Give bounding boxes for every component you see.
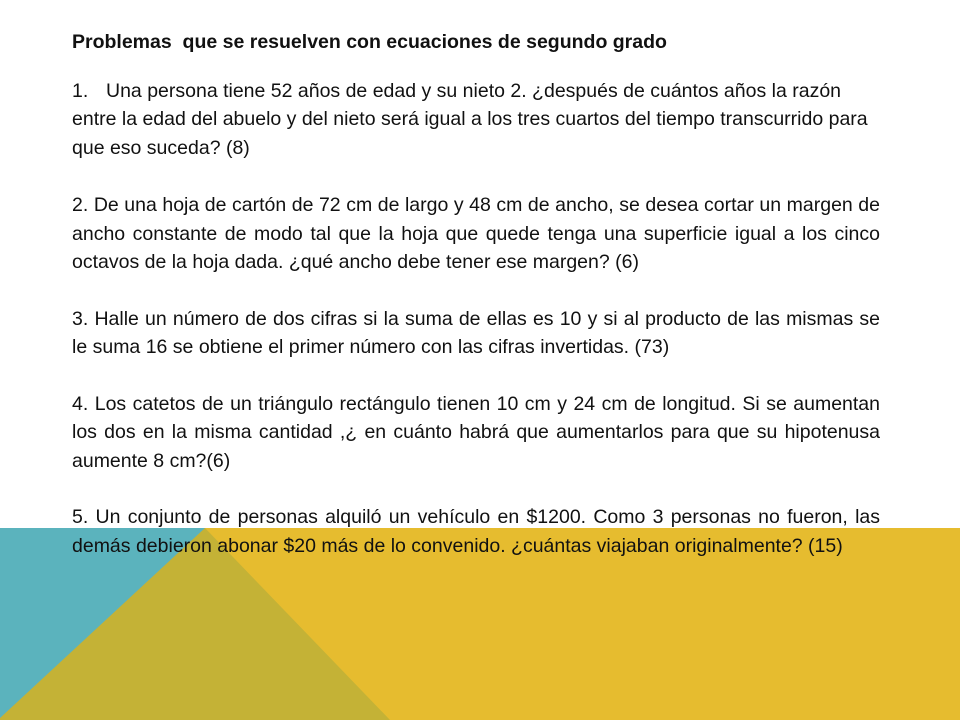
problem-3-text: Halle un número de dos cifras si la suma de ellas es 10 y si al producto de las mismas se le suma 16 se obtiene el primer número con las cifras invertidas. (73) bbox=[72, 307, 880, 358]
problem-1-text: Una persona tiene 52 años de edad y su nieto 2. ¿después de cuántos años la razón entre la edad del abuelo y del nieto será igual a los tres cuartos del tiempo transcurrido para que eso suceda? (8) bbox=[72, 79, 868, 159]
slide-title: Problemas que se resuelven con ecuaciones de segundo grado bbox=[72, 31, 667, 53]
problem-2-text: De una hoja de cartón de 72 cm de largo y 48 cm de ancho, se desea cortar un margen de ancho constante de modo tal que la hoja que quede tenga una superficie igual a los cinco octavos de la hoja dada. ¿qué ancho debe tener ese margen? (6) bbox=[72, 194, 881, 273]
problem-1 bbox=[72, 77, 880, 163]
problem-5-text: Un conjunto de personas alquiló un vehículo en $1200. Como 3 personas no fueron, las demás debieron abonar $20 más de lo convenido. ¿cuántas viajaban originalmente? (15) bbox=[72, 506, 880, 557]
problem-1-number: 1. bbox=[72, 79, 89, 102]
problem-2-number: 2. bbox=[72, 194, 89, 216]
problem-3-number: 3. bbox=[72, 307, 89, 330]
problem-2 bbox=[72, 191, 880, 277]
slide-content bbox=[72, 28, 880, 588]
problem-5 bbox=[72, 503, 880, 560]
problem-5-number: 5. bbox=[72, 506, 89, 528]
problem-3 bbox=[72, 305, 880, 362]
problem-4-number: 4. bbox=[72, 392, 89, 415]
problem-4-text: Los catetos de un triángulo rectángulo tienen 10 cm y 24 cm de longitud. Si se aumentan los dos en la misma cantidad ,¿ en cuánto habrá que aumentarlos para que su hipotenusa aumente 8 cm?(6) bbox=[72, 392, 880, 472]
problem-4 bbox=[72, 390, 880, 476]
